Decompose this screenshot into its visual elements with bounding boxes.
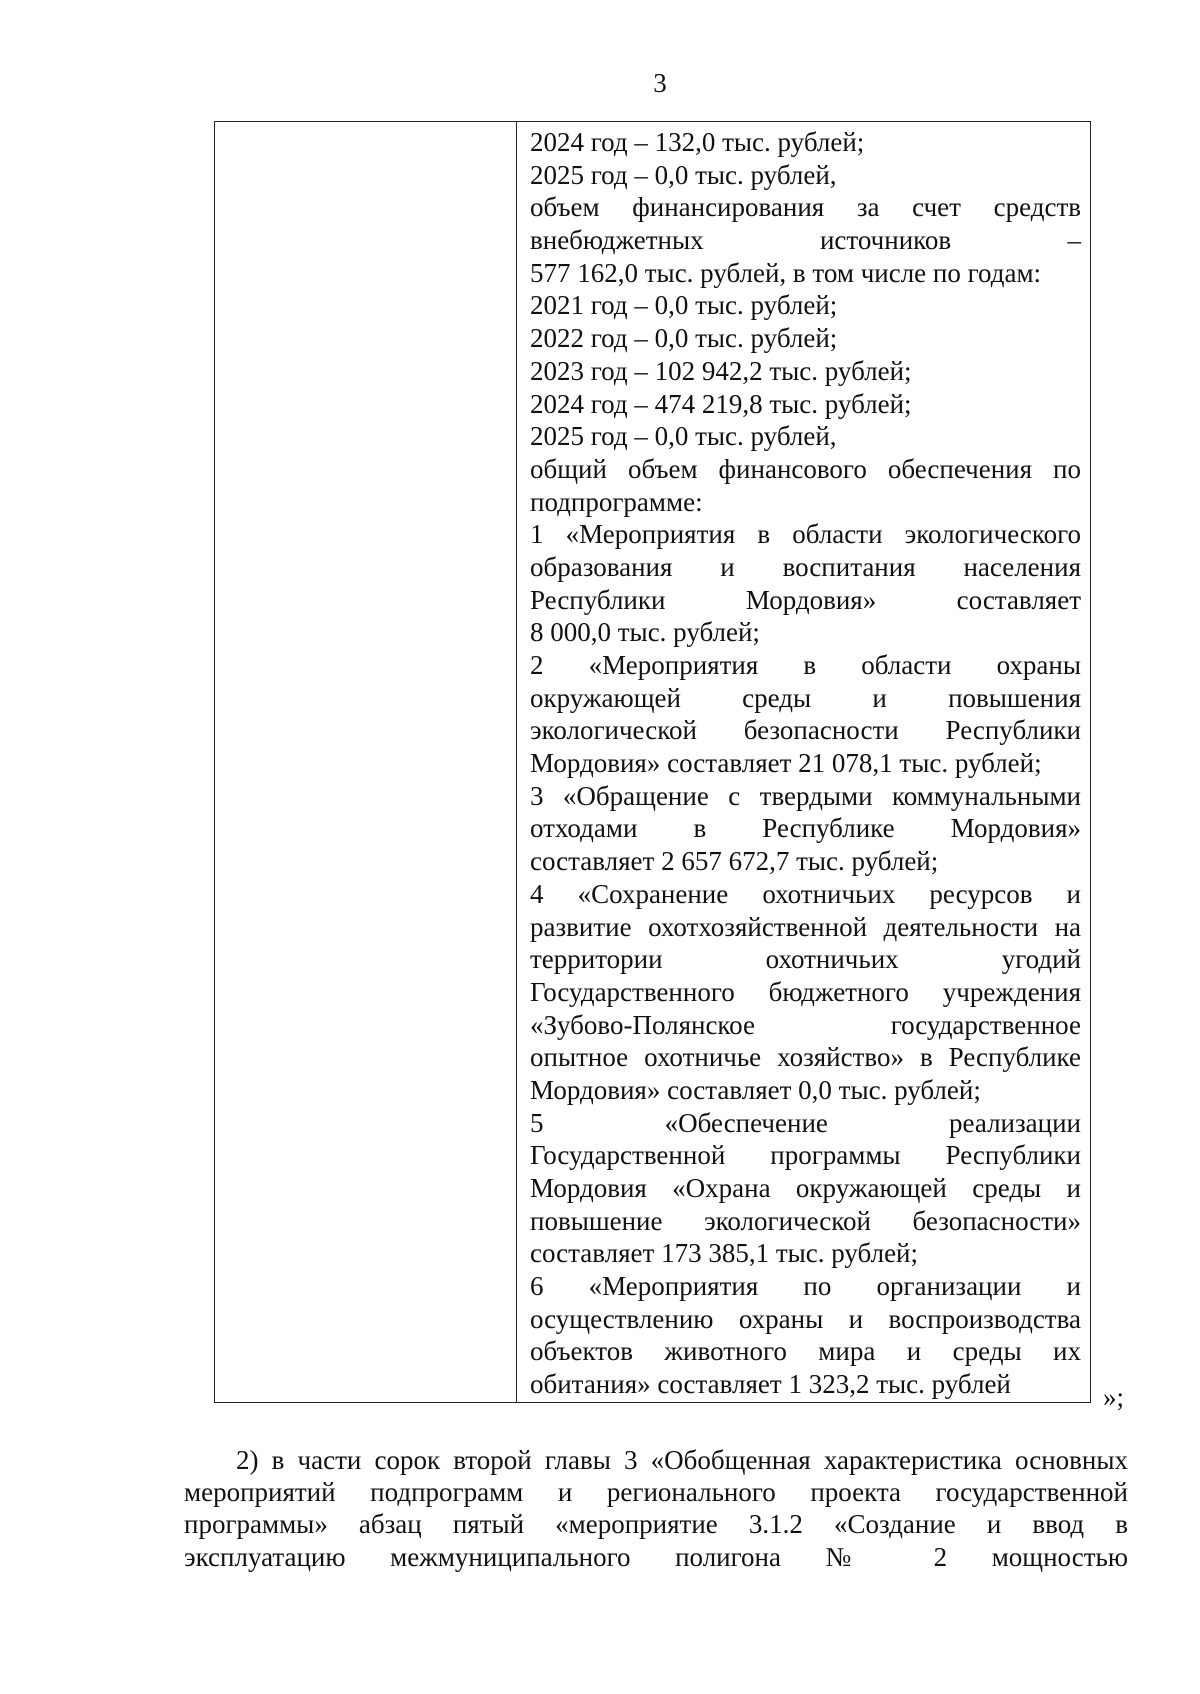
text-line: 2025 год – 0,0 тыс. рублей, bbox=[530, 421, 837, 452]
text-line: внебюджетных источников – bbox=[530, 225, 1081, 256]
program-passport-table bbox=[214, 121, 1091, 1403]
text-line: эксплуатацию межмуниципального полигона № 2 мощностью bbox=[184, 1541, 1128, 1572]
text-line: повышение экологической безопасности» bbox=[530, 1205, 1081, 1236]
table-right-cell bbox=[517, 122, 1090, 1402]
text-line: 2 «Мероприятия в области охраны bbox=[530, 650, 1081, 680]
text-line: 2) в части сорок второй главы 3 «Обобщенная характеристика основных bbox=[236, 1445, 1128, 1475]
text-line: экологической безопасности Республики bbox=[530, 715, 1081, 746]
text-line: 6 «Мероприятия по организации и bbox=[530, 1271, 1081, 1302]
text-line: Республики Мордовия» составляет bbox=[530, 584, 1081, 615]
text-line: 2023 год – 102 942,2 тыс. рублей; bbox=[530, 355, 912, 386]
amendment-paragraph bbox=[184, 1444, 1128, 1573]
text-line: опытное охотничье хозяйство» в Республике bbox=[530, 1042, 1081, 1073]
text-line: 5 «Обеспечение реализации bbox=[530, 1107, 1081, 1138]
text-line: «Зубово-Полянское государственное bbox=[530, 1009, 1081, 1040]
text-line: 8 000,0 тыс. рублей; bbox=[530, 617, 760, 648]
closing-quote: »; bbox=[1103, 1382, 1125, 1412]
text-line: осуществлению охраны и воспроизводства bbox=[530, 1303, 1081, 1334]
text-line: мероприятий подпрограмм и регионального проекта государственной bbox=[184, 1477, 1128, 1508]
text-line: 2025 год – 0,0 тыс. рублей, bbox=[530, 159, 837, 190]
text-line: составляет 173 385,1 тыс. рублей; bbox=[530, 1238, 919, 1269]
text-line: Мордовия» составляет 21 078,1 тыс. рублей; bbox=[530, 748, 1042, 779]
text-line: подпрограмме: bbox=[530, 486, 703, 517]
text-line: образования и воспитания населения bbox=[530, 551, 1081, 582]
text-line: 3 «Обращение с твердыми коммунальными bbox=[530, 780, 1081, 811]
text-line: 2021 год – 0,0 тыс. рублей; bbox=[530, 290, 838, 321]
text-line: 2024 год – 474 219,8 тыс. рублей; bbox=[530, 388, 912, 419]
text-line: Мордовия «Охрана окружающей среды и bbox=[530, 1173, 1081, 1203]
text-line: 2022 год – 0,0 тыс. рублей; bbox=[530, 323, 838, 354]
text-line: 2024 год – 132,0 тыс. рублей; bbox=[530, 127, 865, 157]
text-line: отходами в Республике Мордовия» bbox=[530, 813, 1081, 844]
text-line: обитания» составляет 1 323,2 тыс. рублей bbox=[530, 1369, 1011, 1400]
text-line: 577 162,0 тыс. рублей, в том числе по годам: bbox=[530, 257, 1042, 288]
text-line: 1 «Мероприятия в области экологического bbox=[530, 519, 1081, 550]
text-line: составляет 2 657 672,7 тыс. рублей; bbox=[530, 846, 939, 877]
text-line: развитие охотхозяйственной деятельности на bbox=[530, 911, 1081, 942]
text-line: 4 «Сохранение охотничьих ресурсов и bbox=[530, 878, 1081, 909]
text-line: объем финансирования за счет средств bbox=[530, 192, 1081, 223]
text-line: Государственной программы Республики bbox=[530, 1140, 1081, 1171]
text-line: объектов животного мира и среды их bbox=[530, 1336, 1081, 1367]
text-line: территории охотничьих угодий bbox=[530, 944, 1081, 975]
text-line: Государственного бюджетного учреждения bbox=[530, 976, 1081, 1007]
text-line: окружающей среды и повышения bbox=[530, 682, 1081, 713]
text-line: общий объем финансового обеспечения по bbox=[530, 453, 1081, 484]
page-number: 3 bbox=[653, 68, 667, 98]
table-left-cell bbox=[215, 122, 517, 1402]
text-line: программы» абзац пятый «мероприятие 3.1.2 «Создание и ввод в bbox=[184, 1509, 1128, 1540]
text-line: Мордовия» составляет 0,0 тыс. рублей; bbox=[530, 1074, 981, 1105]
